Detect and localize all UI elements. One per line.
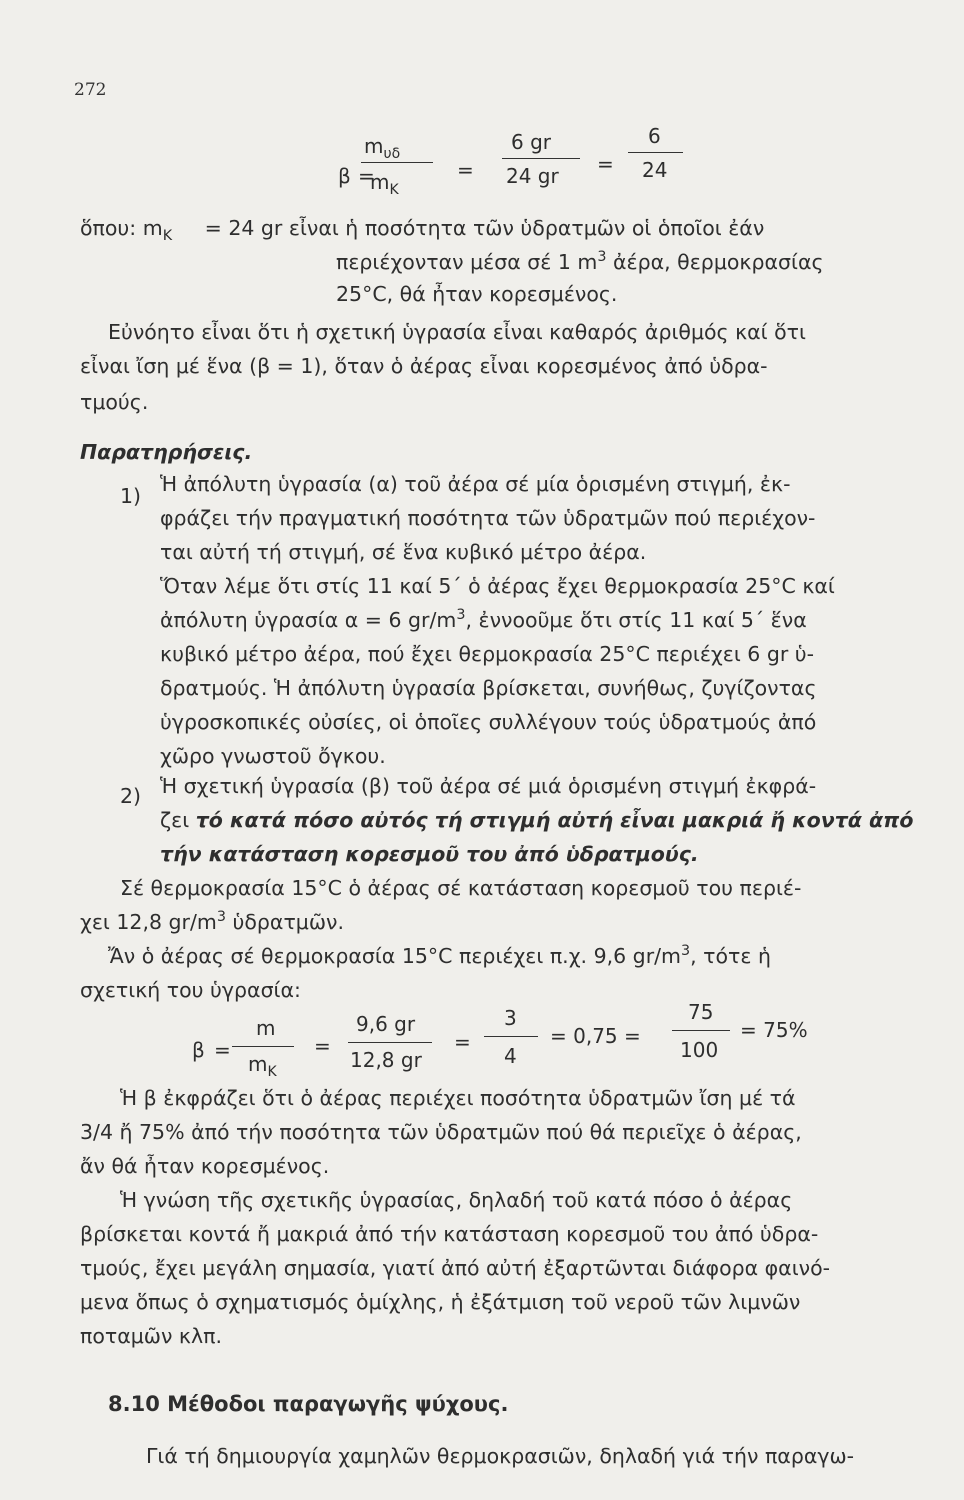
know-line-5: ποταμῶν κλπ. [80, 1324, 222, 1348]
eq1-num1: $m_{\upsilon\delta}$ [364, 134, 401, 162]
know-line-2: βρίσκεται κοντά ἤ μακριά ἀπό τήν κατάσταση κορεσμοῦ του ἀπό ὑδρα- [80, 1222, 819, 1246]
item1-line-7: δρατμούς. Ἡ ἀπόλυτη ὑγρασία βρίσκεται, συνήθως, ζυγίζοντας [160, 676, 817, 700]
eq2-eq-a: = [214, 1038, 231, 1062]
intro-line-3: τμούς. [80, 390, 149, 414]
eq1-eq-a: = [358, 164, 375, 188]
item2-line-3: τήν κατάσταση κορεσμοῦ του ἀπό ὑδρατμούς. [160, 842, 699, 866]
beta-line-2: 3/4 ἤ 75% ἀπό τήν ποσότητα τῶν ὑδρατμῶν πού θά περιεῖχε ὁ ἀέρας, [80, 1120, 802, 1144]
eq2-eq-c: = [454, 1030, 471, 1054]
eq1-num2: 6 gr [511, 130, 551, 154]
know-line-4: μενα ὅπως ὁ σχηματισμός ὁμίχλης, ἡ ἐξάτμιση τοῦ νεροῦ τῶν λιμνῶν [80, 1290, 801, 1314]
item1-line-1: Ἡ ἀπόλυτη ὑγρασία (α) τοῦ ἀέρα σέ μία ὁρισμένη στιγμή, ἐκ- [160, 472, 791, 496]
beta-line-3: ἄν θά ἦταν κορεσμένος. [80, 1154, 330, 1178]
item1-line-4: Ὅταν λέμε ὅτι στίς 11 καί 5΄ ὁ ἀέρας ἔχει θερμοκρασία 25°C καί [160, 574, 835, 598]
eq2-lhs: β [192, 1038, 205, 1062]
know-line-1: Ἡ γνώση τῆς σχετικῆς ὑγρασίας, δηλαδή τοῦ κατά πόσο ὁ ἀέρας [120, 1188, 793, 1212]
item1-line-5: ἀπόλυτη ὑγρασία α = 6 $gr/m^3$, ἐννοοῦμε ὅτι στίς 11 καί 5΄ ἕνα [160, 607, 807, 632]
where-line-2: περιέχονταν μέσα σέ 1 $m^3$ ἀέρα, θερμοκρασίας [336, 249, 824, 274]
remarks-heading: Παρατηρήσεις. [80, 440, 253, 464]
item2-line-1: Ἡ σχετική ὑγρασία (β) τοῦ ἀέρα σέ μιά ὁρισμένη στιγμή ἐκφρά- [160, 774, 817, 798]
eq1-bar2 [502, 158, 580, 159]
beta-line-1: Ἡ β ἐκφράζει ὅτι ὁ ἀέρας περιέχει ποσότητα ὑδρατμῶν ἴση μέ τά [120, 1086, 796, 1110]
section-title: 8.10 Μέθοδοι παραγωγῆς ψύχους. [108, 1392, 509, 1416]
final-line: Γιά τή δημιουργία χαμηλῶν θερμοκρασιῶν, δηλαδή γιά τήν παραγω- [146, 1444, 855, 1468]
eq2-bar4 [672, 1030, 730, 1031]
eq2-num2: 9,6 gr [356, 1012, 416, 1036]
item1-line-6: κυβικό μέτρο ἀέρα, πού ἔχει θερμοκρασία 25°C περιέχει 6 gr ὑ- [160, 642, 815, 666]
eq2-num1: m [256, 1016, 276, 1040]
eq2-mid: = 0,75 = [550, 1024, 641, 1048]
eq1-den3: 24 [642, 158, 668, 182]
page-number: 272 [74, 80, 107, 100]
where-line-1: ὅπου: $m_K = 24$ gr εἶναι ἡ ποσότητα τῶν ὑδρατμῶν οἱ ὁποῖοι ἐάν [80, 216, 765, 245]
eq1-lhs: β [338, 164, 351, 188]
item1-line-8: ὑγροσκοπικές οὐσίες, οἱ ὁποῖες συλλέγουν τούς ὑδρατμούς ἀπό [160, 710, 817, 734]
eq2-bar1 [232, 1046, 294, 1047]
eq2-num3: 3 [504, 1006, 517, 1030]
eq2-bar3 [484, 1036, 538, 1037]
eq2-result: = 75% [740, 1018, 808, 1042]
item1-line-2: φράζει τήν πραγματική ποσότητα τῶν ὑδρατμῶν πού περιέχον- [160, 506, 816, 530]
item1-number: 1) [120, 484, 142, 508]
sat-line-1: Σέ θερμοκρασία 15°C ὁ ἀέρας σέ κατάσταση κορεσμοῦ του περιέ- [120, 876, 802, 900]
intro-line-2: εἶναι ἴση μέ ἕνα (β = 1), ὅταν ὁ ἀέρας εἶναι κορεσμένος ἀπό ὑδρα- [80, 354, 768, 378]
item1-line-9: χῶρο γνωστοῦ ὄγκου. [160, 744, 386, 768]
eq1-bar1 [361, 162, 433, 163]
eq2-den4: 100 [680, 1038, 719, 1062]
where-line-3: 25°C, θά ἦταν κορεσμένος. [336, 282, 618, 306]
sat-line-3: Ἄν ὁ ἀέρας σέ θερμοκρασία 15°C περιέχει π.χ. 9,6 $gr/m^3$, τότε ἡ [108, 943, 771, 968]
eq2-den2: 12,8 gr [350, 1048, 422, 1072]
eq1-eq-b: = [457, 158, 474, 182]
intro-line-1: Εὐνόητο εἶναι ὅτι ἡ σχετική ὑγρασία εἶναι καθαρός ἀριθμός καί ὅτι [108, 320, 806, 344]
item2-line-2: ζει τό κατά πόσο αὐτός τή στιγμή αὐτή εἶναι μακριά ἤ κοντά ἀπό [160, 808, 914, 832]
eq1-den1: $m_K$ [370, 170, 399, 198]
sat-line-2: χει 12,8 $gr/m^3$ ὑδρατμῶν. [80, 909, 344, 934]
item1-line-3: ται αὐτή τή στιγμή, σέ ἕνα κυβικό μέτρο ἀέρα. [160, 540, 647, 564]
eq1-den2: 24 gr [506, 164, 559, 188]
eq2-bar2 [348, 1042, 432, 1043]
eq2-den1: $m_K$ [248, 1052, 277, 1080]
sat-line-4: σχετική του ὑγρασία: [80, 978, 301, 1002]
know-line-3: τμούς, ἔχει μεγάλη σημασία, γιατί ἀπό αὐτή ἐξαρτῶνται διάφορα φαινό- [80, 1256, 831, 1280]
eq1-eq-c: = [597, 152, 614, 176]
eq2-num4: 75 [688, 1000, 714, 1024]
eq2-den3: 4 [504, 1044, 517, 1068]
eq1-num3: 6 [648, 124, 661, 148]
eq2-eq-b: = [314, 1034, 331, 1058]
eq1-bar3 [628, 152, 683, 153]
item2-number: 2) [120, 784, 142, 808]
